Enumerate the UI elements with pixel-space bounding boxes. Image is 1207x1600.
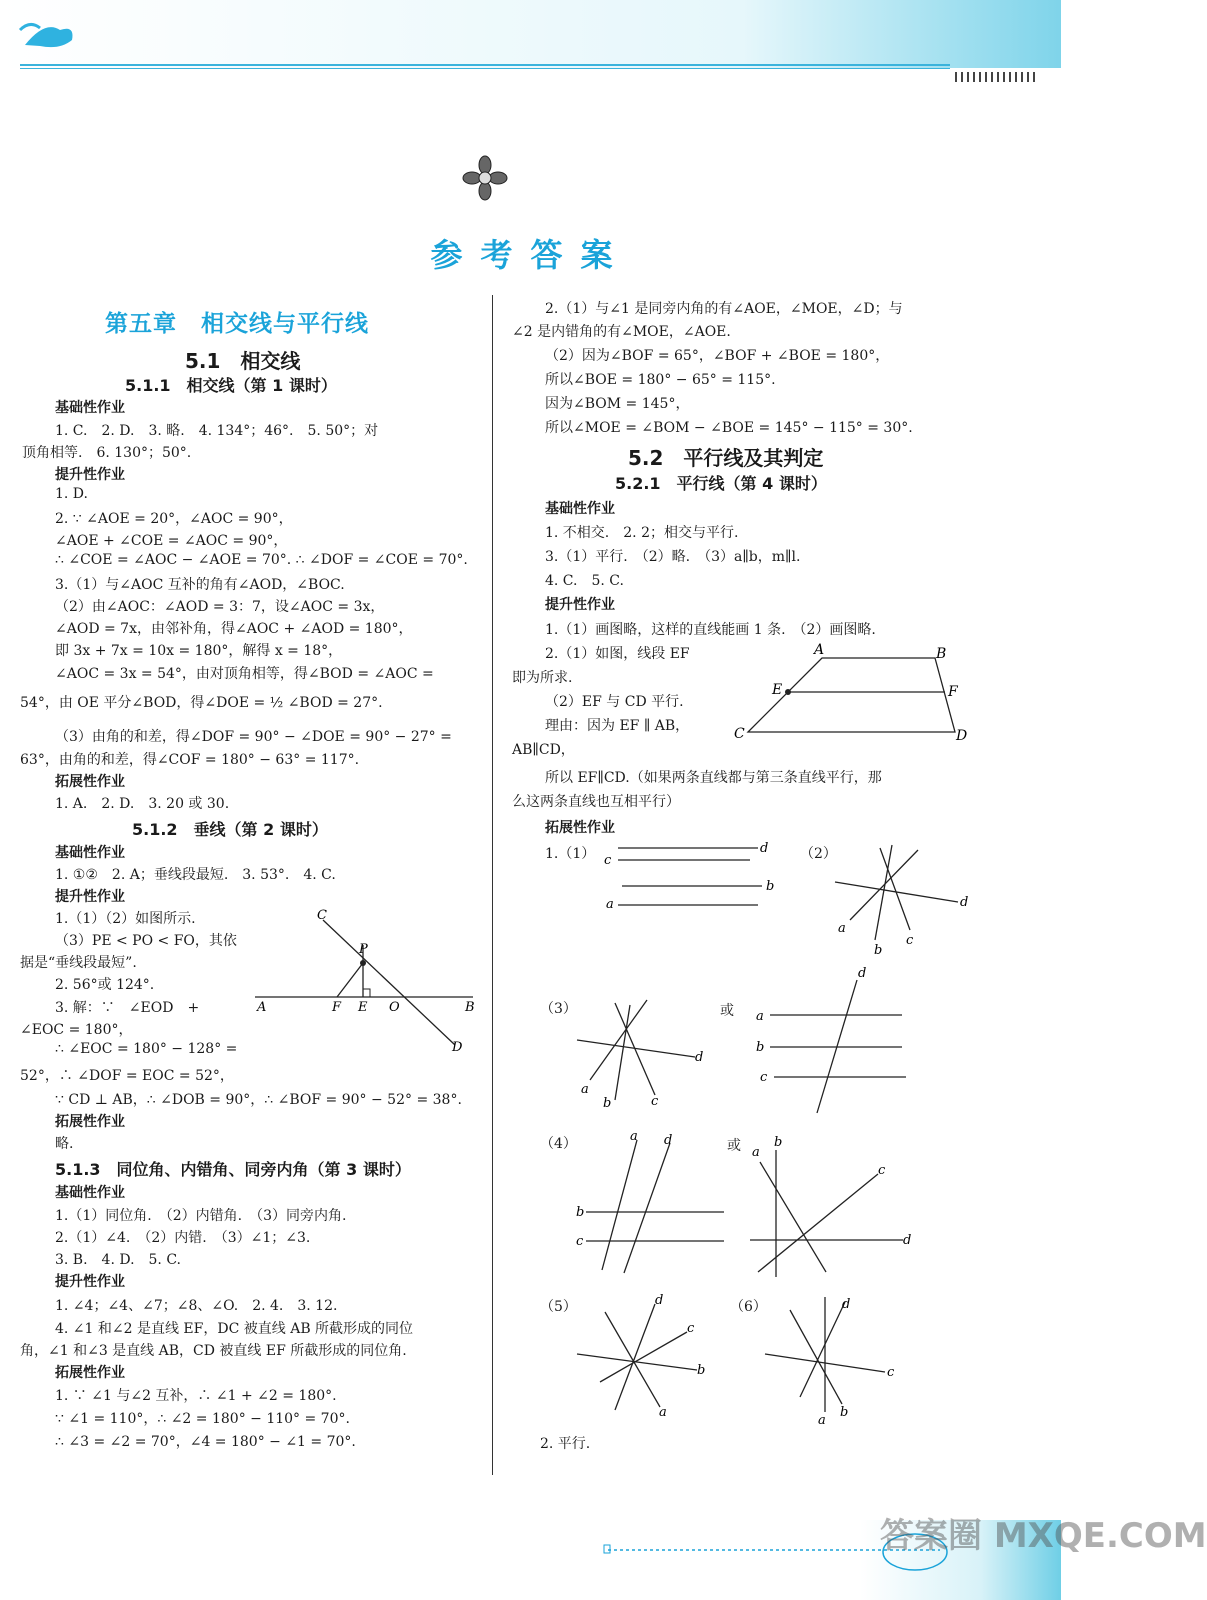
text-line: 4. C. 5. C. xyxy=(545,573,624,589)
label-basic: 基础性作业 xyxy=(55,1185,125,1201)
label-improve: 提升性作业 xyxy=(55,1274,125,1290)
text-line: 即 3x + 7x = 10x = 180°，解得 x = 18°， xyxy=(55,643,343,659)
label-basic: 基础性作业 xyxy=(545,501,615,517)
text-line: 1. C. 2. D. 3. 略. 4. 134°；46°. 5. 50°；对 xyxy=(55,423,379,439)
svg-text:b: b xyxy=(576,1205,585,1220)
text-line: ∵ ∠1 = 110°，∴ ∠2 = 180° − 110° = 70°. xyxy=(55,1411,350,1427)
svg-text:F: F xyxy=(332,1000,342,1015)
svg-text:c: c xyxy=(887,1365,895,1380)
text-line: ∴ ∠COE = ∠AOC − ∠AOE = 70°. ∴ ∠DOF = ∠COE = 70°. xyxy=(55,552,468,568)
text-line: ∠AOE + ∠COE = ∠AOC = 90°， xyxy=(55,533,288,549)
text-line: 2.（1）∠4. （2）内错. （3）∠1；∠3. xyxy=(55,1230,311,1246)
svg-text:c: c xyxy=(576,1234,584,1249)
subsection-title-5-1-1: 5.1.1 相交线（第 1 课时） xyxy=(125,376,337,395)
svg-text:a: a xyxy=(659,1405,667,1420)
label-basic: 基础性作业 xyxy=(55,845,125,861)
text-line: 1.（1）（2）如图所示. xyxy=(55,911,196,927)
text-line: ∠AOD = 7x，由邻补角，得∠AOC + ∠AOD = 180°， xyxy=(55,621,413,637)
svg-text:d: d xyxy=(858,966,867,981)
label-improve: 提升性作业 xyxy=(55,467,125,483)
text-line: 顶角相等. 6. 130°；50°. xyxy=(22,445,192,461)
label-expand: 拓展性作业 xyxy=(55,774,125,790)
label-expand: 拓展性作业 xyxy=(55,1365,125,1381)
label-basic: 基础性作业 xyxy=(55,400,125,416)
svg-text:C: C xyxy=(317,908,327,923)
problem-6-label: （6） xyxy=(730,1299,767,1315)
figure-parallel-lines xyxy=(600,838,780,913)
figure-trapezoid xyxy=(730,640,975,750)
svg-text:F: F xyxy=(948,684,958,700)
figure-3a xyxy=(575,995,710,1115)
or-text: 或 xyxy=(727,1138,741,1154)
text-line: 么这两条直线也互相平行） xyxy=(512,794,680,810)
svg-text:E: E xyxy=(772,682,783,698)
svg-text:c: c xyxy=(604,853,612,868)
text-line: 3.（1）与∠AOC 互补的角有∠AOD，∠BOC. xyxy=(55,577,345,593)
text-line: AB∥CD， xyxy=(512,742,575,758)
text-line: （2）EF 与 CD 平行. xyxy=(545,694,684,710)
svg-text:D: D xyxy=(956,728,968,744)
text-line: 1. D. xyxy=(55,486,88,502)
text-line: 略. xyxy=(55,1136,74,1152)
column-divider xyxy=(492,295,493,1475)
svg-text:d: d xyxy=(655,1293,664,1308)
svg-text:c: c xyxy=(906,933,914,948)
text-line: 所以 EF∥CD.（如果两条直线都与第三条直线平行，那 xyxy=(545,770,882,786)
text-line: 4. ∠1 和∠2 是直线 EF，DC 被直线 AB 所截形成的同位 xyxy=(55,1321,414,1337)
figure-3b xyxy=(752,965,912,1120)
text-line: 1.（1）同位角. （2）内错角. （3）同旁内角. xyxy=(55,1208,347,1224)
svg-text:c: c xyxy=(878,1163,886,1178)
chapter-title: 第五章 相交线与平行线 xyxy=(105,311,369,337)
svg-text:b: b xyxy=(874,943,883,958)
figure-concurrent-lines xyxy=(830,840,975,960)
text-line: 1. 不相交. 2. 2；相交与平行. xyxy=(545,525,739,541)
text-line: ∴ ∠EOC = 180° − 128° = xyxy=(55,1041,238,1057)
svg-text:a: a xyxy=(756,1009,764,1024)
svg-text:a: a xyxy=(838,921,846,936)
svg-text:d: d xyxy=(842,1297,851,1312)
svg-text:d: d xyxy=(903,1233,912,1248)
label-improve: 提升性作业 xyxy=(545,597,615,613)
svg-text:c: c xyxy=(651,1094,659,1109)
text-line: 1. ∠4；∠4、∠7；∠8、∠O. 2. 4. 3. 12. xyxy=(55,1298,338,1314)
text-line: 据是“垂线段最短”. xyxy=(20,955,137,971)
text-line: 2. 平行. xyxy=(540,1436,591,1452)
svg-text:b: b xyxy=(756,1040,765,1055)
text-line: 1.（1）画图略，这样的直线能画 1 条. （2）画图略. xyxy=(545,622,876,638)
svg-text:E: E xyxy=(358,1000,368,1015)
text-line: ∠AOC = 3x = 54°，由对顶角相等，得∠BOD = ∠AOC = xyxy=(55,666,434,682)
figure-5 xyxy=(575,1292,715,1420)
label-expand: 拓展性作业 xyxy=(545,820,615,836)
figure-6 xyxy=(760,1292,900,1427)
text-line: ∠2 是内错角的有∠MOE，∠AOE. xyxy=(512,324,731,340)
problem-3-label: （3） xyxy=(540,1001,577,1017)
svg-text:a: a xyxy=(752,1145,760,1160)
svg-text:A: A xyxy=(814,642,825,658)
section-title-5-2: 5.2 平行线及其判定 xyxy=(628,446,824,470)
text-line: 52°，∴ ∠DOF = EOC = 52°， xyxy=(20,1068,234,1084)
svg-text:A: A xyxy=(257,1000,267,1015)
svg-text:a: a xyxy=(818,1413,826,1428)
figure-4a xyxy=(572,1128,732,1278)
svg-text:b: b xyxy=(766,879,775,894)
svg-text:a: a xyxy=(630,1129,638,1144)
text-line: 所以∠MOE = ∠BOM − ∠BOE = 145° − 115° = 30°. xyxy=(545,420,913,436)
page-title: 参考答案 xyxy=(430,236,631,274)
svg-text:C: C xyxy=(734,726,745,742)
svg-text:d: d xyxy=(760,841,769,856)
text-line: 2.（1）如图，线段 EF xyxy=(545,646,690,662)
svg-text:D: D xyxy=(452,1040,463,1055)
text-line: 3.（1）平行. （2）略. （3）a∥b，m∥l. xyxy=(545,549,801,565)
subsection-title-5-1-2: 5.1.2 垂线（第 2 课时） xyxy=(132,820,328,839)
problem-1-label: 1.（1） xyxy=(545,846,596,862)
text-line: 2. ∵ ∠AOE = 20°，∠AOC = 90°， xyxy=(55,511,293,527)
subsection-title-5-2-1: 5.2.1 平行线（第 4 课时） xyxy=(615,474,827,493)
svg-text:a: a xyxy=(581,1082,589,1097)
text-line: ∴ ∠3 = ∠2 = 70°，∠4 = 180° − ∠1 = 70°. xyxy=(55,1434,356,1450)
text-line: ∵ CD ⊥ AB，∴ ∠DOB = 90°，∴ ∠BOF = 90° − 52° = 38°. xyxy=(55,1092,462,1108)
flower-ornament-icon xyxy=(462,155,508,201)
text-line: 角，∠1 和∠3 是直线 AB，CD 被直线 EF 所截形成的同位角. xyxy=(20,1343,407,1359)
text-line: （2）因为∠BOF = 65°，∠BOF + ∠BOE = 180°， xyxy=(545,348,890,364)
figure-4b xyxy=(748,1132,918,1282)
svg-text:b: b xyxy=(840,1405,849,1420)
text-line: ∠EOC = 180°， xyxy=(20,1022,133,1038)
text-line: （2）由∠AOC：∠AOD = 3：7，设∠AOC = 3x， xyxy=(55,599,385,615)
svg-text:B: B xyxy=(465,1000,475,1015)
svg-text:d: d xyxy=(664,1133,673,1148)
svg-text:b: b xyxy=(774,1135,783,1150)
text-line: （3）由角的和差，得∠DOF = 90° − ∠DOE = 90° − 27° = xyxy=(55,729,452,745)
text-line: （3）PE < PO < FO，其依 xyxy=(55,933,237,949)
svg-text:O: O xyxy=(389,1000,400,1015)
svg-text:c: c xyxy=(760,1070,768,1085)
section-title-5-1: 5.1 相交线 xyxy=(185,349,301,373)
text-line: 1. ①② 2. A；垂线段最短. 3. 53°. 4. C. xyxy=(55,867,336,883)
text-line: 2.（1）与∠1 是同旁内角的有∠AOE，∠MOE，∠D；与 xyxy=(545,301,903,317)
subsection-title-5-1-3: 5.1.3 同位角、内错角、同旁内角（第 3 课时） xyxy=(55,1160,411,1179)
watermark: 答案圈 MXQE.COM xyxy=(880,1516,1207,1556)
text-line: 1. A. 2. D. 3. 20 或 30. xyxy=(55,796,230,812)
svg-text:b: b xyxy=(697,1363,706,1378)
text-line: 2. 56°或 124°. xyxy=(55,977,155,993)
svg-text:d: d xyxy=(960,895,969,910)
label-expand: 拓展性作业 xyxy=(55,1114,125,1130)
text-line: 所以∠BOE = 180° − 65° = 115°. xyxy=(545,372,776,388)
svg-text:d: d xyxy=(695,1050,704,1065)
problem-2-label: （2） xyxy=(800,846,837,862)
text-line: 即为所求. xyxy=(512,670,573,686)
text-line: 63°，由角的和差，得∠COF = 180° − 63° = 117°. xyxy=(20,752,360,768)
svg-text:B: B xyxy=(936,646,947,662)
figure-perpendicular xyxy=(255,905,480,1060)
text-line: 理由：因为 EF ∥ AB， xyxy=(545,718,690,734)
text-line: 54°，由 OE 平分∠BOD，得∠DOE = ½ ∠BOD = 27°. xyxy=(20,695,383,711)
text-line: 因为∠BOM = 145°， xyxy=(545,396,690,412)
svg-text:P: P xyxy=(359,942,368,957)
problem-4-label: （4） xyxy=(540,1136,577,1152)
svg-text:b: b xyxy=(603,1096,612,1111)
problem-5-label: （5） xyxy=(540,1299,577,1315)
label-improve: 提升性作业 xyxy=(55,889,125,905)
svg-text:c: c xyxy=(687,1321,695,1336)
svg-text:a: a xyxy=(606,897,614,912)
top-banner xyxy=(0,0,1061,90)
text-line: 1. ∵ ∠1 与∠2 互补，∴ ∠1 + ∠2 = 180°. xyxy=(55,1388,337,1404)
or-text: 或 xyxy=(720,1003,734,1019)
text-line: 3. B. 4. D. 5. C. xyxy=(55,1252,181,1268)
text-line: 3. 解：∵ ∠EOD + xyxy=(55,1000,200,1016)
